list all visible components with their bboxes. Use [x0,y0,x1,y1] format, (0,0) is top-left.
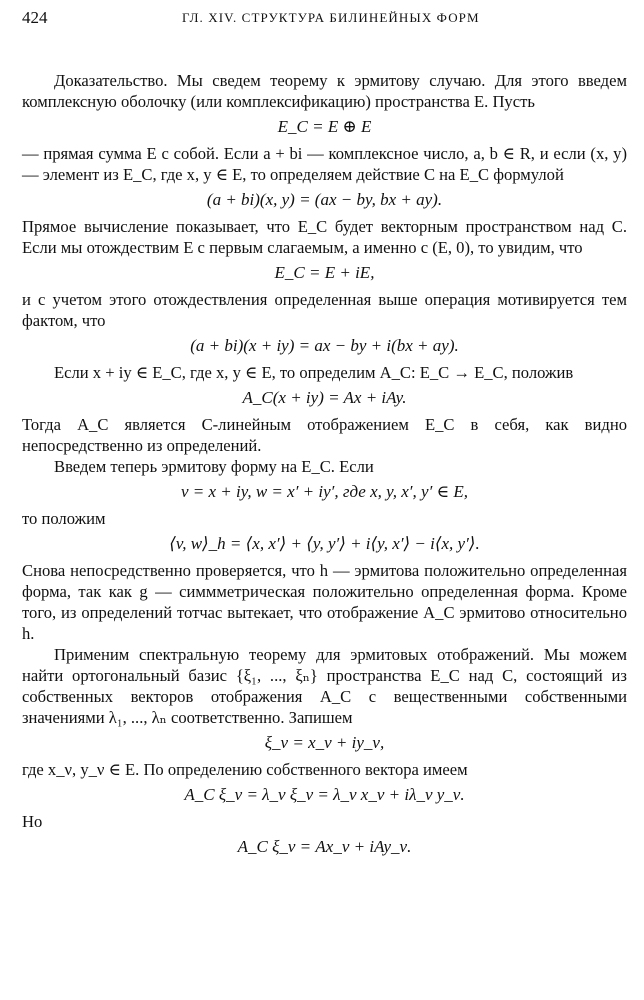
paragraph-define-ac: Если x + iy ∈ E_C, где x, y ∈ E, то определим A_C: E_C → E_C, положив [54,363,574,382]
running-title: ГЛ. XIV. СТРУКТУРА БИЛИНЕЙНЫХ ФОРМ [182,10,480,25]
formula-ac-definition: A_C(x + iy) = Ax + iAy. [242,388,407,407]
paragraph-eigenvector: где x_ν, y_ν ∈ E. По определению собственного вектора имеем [22,760,468,779]
formula-scalar-action: (a + bi)(x, y) = (ax − by, bx + ay). [206,190,443,209]
formula-v-w: v = x + iy, w = x′ + iy′, где x, y, x′, y′ ∈ E, [180,482,469,501]
formula-eigen-equation: A_C ξ_ν = λ_ν ξ_ν = λ_ν x_ν + iλ_ν y_ν. [184,785,465,804]
paragraph-vector-space: Прямое вычисление показывает, что E_C будет векторным пространством над C. Если мы отождествим E с первым слагаемым, а именно с (E, 0), то увидим, что [22,217,627,257]
paragraph-spectral-theorem: Применим спектральную теорему для эрмитовых отображений. Мы можем найти ортогональный базис {ξ₁, ..., ξₙ} пространства E_C над C, состоящий из собственных векторов отображения A_C с вещественными собственными значениями λ₁, ..., λₙ соответственно. Запишем [22,645,627,727]
paragraph-motivation: и с учетом этого отождествления определенная выше операция мотивируется тем фактом, что [22,290,627,330]
formula-multiplication: (a + bi)(x + iy) = ax − by + i(bx + ay). [190,336,459,355]
formula-xi-decomposition: ξ_ν = x_ν + iy_ν, [264,733,385,752]
paragraph-set: то положим [22,509,106,528]
paragraph-but: Но [22,812,43,831]
formula-hermitian-product: ⟨v, w⟩_h = ⟨x, x′⟩ + ⟨y, y′⟩ + i⟨y, x′⟩ − i⟨x, y′⟩. [169,534,480,553]
proof-paragraph-intro: Доказательство. Мы сведем теорему к эрмитову случаю. Для этого введем комплексную оболочку (или комплексификацию) пространства E. Пусть [22,71,627,111]
formula-ac-applied: A_C ξ_ν = Ax_ν + iAy_ν. [237,837,412,856]
paragraph-direct-sum: — прямая сумма E с собой. Если a + bi — комплексное число, a, b ∈ R, и если (x, y) — элемент из E_C, где x, y ∈ E, то определяем действие C на E_C формулой [22,144,627,184]
page-body [22,70,627,863]
paragraph-ac-linear: Тогда A_C является C-линейным отображением E_C в себя, как видно непосредственно из определений. [22,415,627,455]
paragraph-hermitian-form: Введем теперь эрмитову форму на E_C. Если [54,457,374,476]
page-header [22,8,627,32]
formula-complexification: E_C = E ⊕ E [277,117,372,136]
page-number: 424 [22,8,48,27]
paragraph-positive-definite: Снова непосредственно проверяется, что h — эрмитова положительно определенная форма, так как g — симмметрическая положительно определенная форма. Кроме того, из определений тотчас вытекает, что отображение A_C эрмитово относительно h. [22,561,627,643]
formula-identification: E_C = E + iE, [274,263,375,282]
